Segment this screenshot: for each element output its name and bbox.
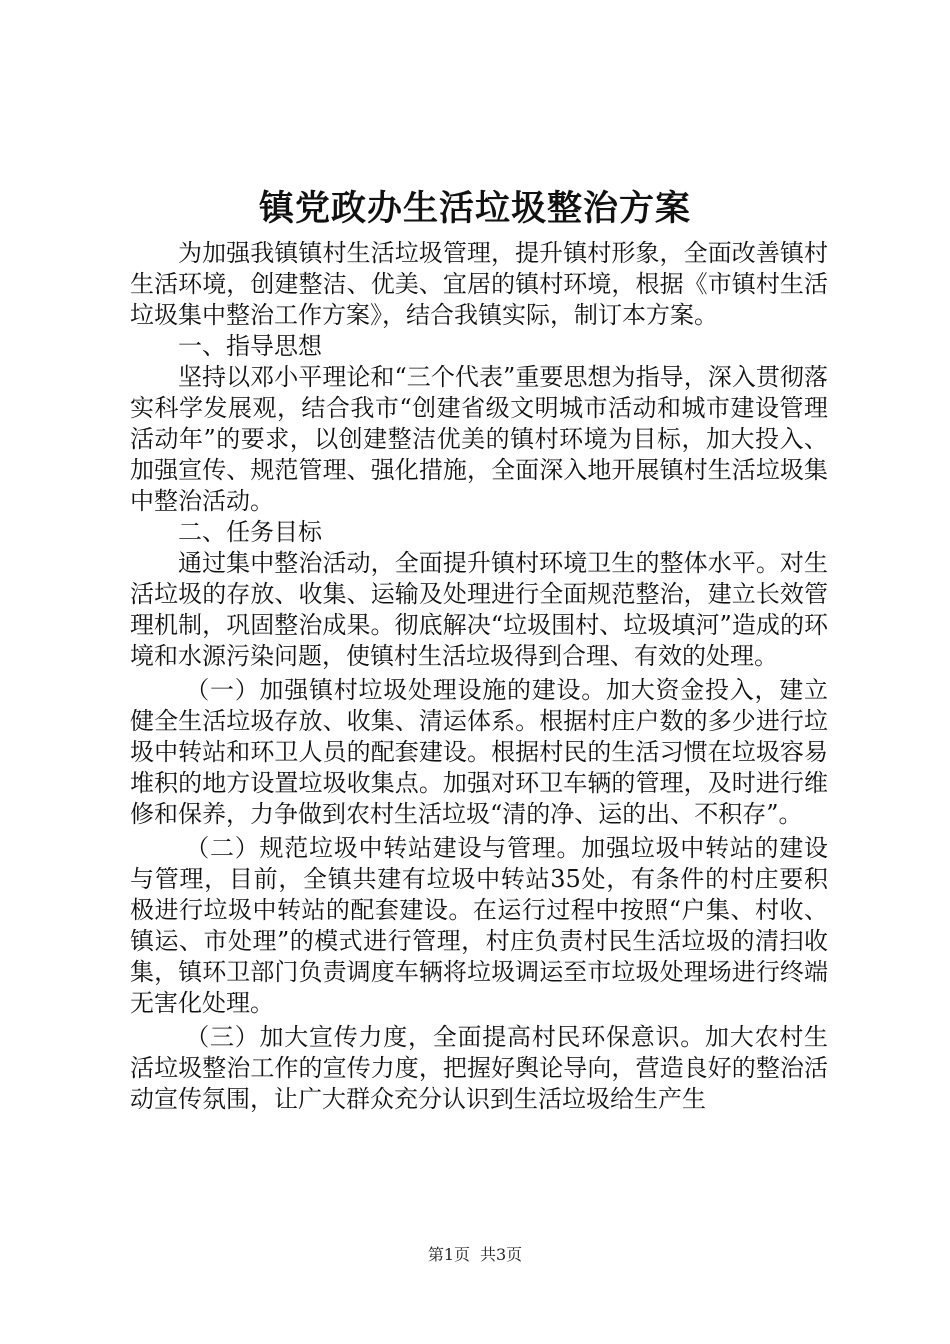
paragraph-guiding-thought: 坚持以邓小平理论和“三个代表”重要思想为指导，深入贯彻落实科学发展观，结合我市“创建省级文明城市活动和城市建设管理活动年”的要求，以创建整洁优美的镇村环境为目标，加大投入、加强宣传、规范管理、强化措施，全面深入地开展镇村生活垃圾集中整治活动。 [130, 363, 828, 515]
document-title: 镇党政办生活垃圾整治方案 [258, 188, 691, 229]
page-number-current: 第1页 [427, 1245, 470, 1264]
paragraph-item-1: （一）加强镇村垃圾处理设施的建设。加大资金投入，建立健全生活垃圾存放、收集、清运体系。根据村庄户数的多少进行垃圾中转站和环卫人员的配套建设。根据村民的生活习惯在垃圾容易堆积的地方设置垃圾收集点。加强对环卫车辆的管理，及时进行维修和保养，力争做到农村生活垃圾“清的净、运的出、不积存”。 [130, 676, 828, 828]
paragraph-item-2: （二）规范垃圾中转站建设与管理。加强垃圾中转站的建设与管理，目前，全镇共建有垃圾中转站35处，有条件的村庄要积极进行垃圾中转站的配套建设。在运行过程中按照“户集、村收、镇运、市处理”的模式进行管理，村庄负责村民生活垃圾的清扫收集，镇环卫部门负责调度车辆将垃圾调运至市垃圾处理场进行终端无害化处理。 [130, 834, 828, 1017]
section-heading-1: 一、指导思想 [178, 332, 322, 360]
paragraph-task-goals: 通过集中整治活动，全面提升镇村环境卫生的整体水平。对生活垃圾的存放、收集、运输及处理进行全面规范整治，建立长效管理机制，巩固整治成果。彻底解决“垃圾围村、垃圾填河”造成的环境和水源污染问题，使镇村生活垃圾得到合理、有效的处理。 [130, 549, 828, 670]
section-heading-2: 二、任务目标 [178, 518, 322, 546]
document-body [130, 238, 828, 1115]
paragraph-intro: 为加强我镇镇村生活垃圾管理，提升镇村形象，全面改善镇村生活环境，创建整洁、优美、宜居的镇村环境，根据《市镇村生活垃圾集中整治工作方案》，结合我镇实际，制订本方案。 [130, 239, 828, 329]
page-number-total: 共3页 [480, 1245, 523, 1264]
paragraph-item-3: （三）加大宣传力度，全面提高村民环保意识。加大农村生活垃圾整治工作的宣传力度，把握好舆论导向，营造良好的整治活动宣传氛围，让广大群众充分认识到生活垃圾给生产生 [130, 1023, 828, 1113]
page-footer [0, 1244, 950, 1266]
